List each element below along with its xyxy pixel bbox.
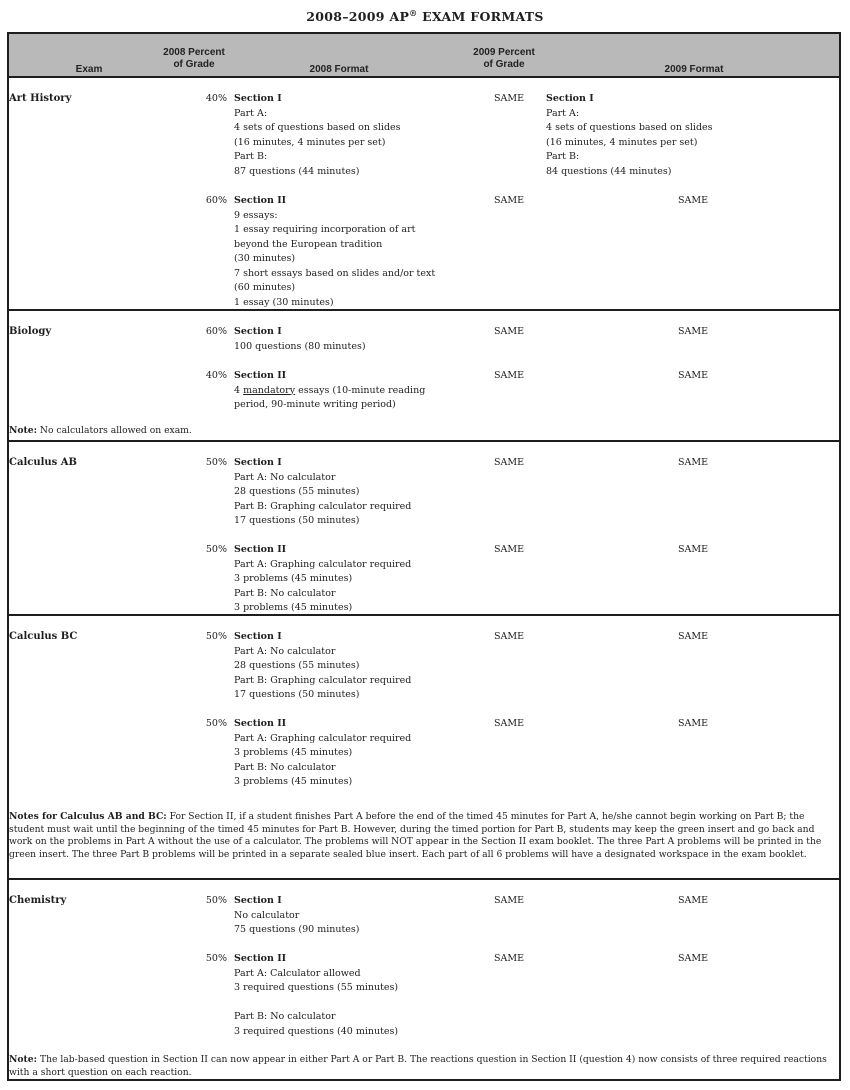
header-2008-format: 2008 Format [309,64,369,75]
format-2008: Section II Part A: Graphing calculator required 3 problems (45 minutes) Part B: No calculator 3 problems (45 minutes) [234,718,412,787]
percent-2008: 50% [205,718,227,729]
percent-2009: SAME [493,457,525,468]
exam-name: Calculus AB [9,457,77,468]
format-2009: SAME [677,326,709,337]
format-2009: SAME [677,895,709,906]
percent-2009: SAME [493,195,525,206]
percent-2008: 50% [205,544,227,555]
table-header [9,34,839,78]
format-2008: Section II Part A: Calculator allowed 3 required questions (55 minutes) Part B: No calculator 3 required questions (40 minutes) [234,953,399,1037]
percent-2008: 50% [205,953,227,964]
header-exam: Exam [75,64,103,75]
percent-2009: SAME [493,718,525,729]
page-title: 2008–2009 AP® EXAM FORMATS [306,8,544,25]
format-2008: Section II 9 essays: 1 essay requiring incorporation of art beyond the European tradition (30 minutes) 7 short essays based on slides and/or text (60 minutes) 1 essay (30 minutes) [234,195,436,308]
percent-2009: SAME [493,93,525,104]
percent-2008: 60% [205,326,227,337]
chemistry-note: Note: The lab-based question in Section II can now appear in either Part A or Part B. The reactions question in Section II (question 4) now consists of three required reactions with a short question on each reaction. [9,1054,827,1078]
percent-2009: SAME [493,895,525,906]
format-2009: SAME [677,457,709,468]
format-2008: Section I Part A: 4 sets of questions based on slides (16 minutes, 4 minutes per set) Part B: 87 questions (44 minutes) [234,93,401,177]
format-2009: SAME [677,370,709,381]
format-2008: Section I Part A: No calculator 28 questions (55 minutes) Part B: Graphing calculator required 17 questions (50 minutes) [234,457,412,526]
exam-name: Biology [9,326,52,337]
biology-note: Note: No calculators allowed on exam. [9,425,192,436]
percent-2009: SAME [493,544,525,555]
exam-name: Calculus BC [9,631,78,642]
percent-2008: 50% [205,895,227,906]
header-2009-format: 2009 Format [664,64,724,75]
format-2009: SAME [677,195,709,206]
header-2008-percent: 2008 Percent of Grade [163,47,225,70]
format-2009: SAME [677,544,709,555]
row-art-history [9,78,839,311]
format-2009: SAME [677,718,709,729]
row-chemistry [9,880,839,1081]
format-2008: Section I No calculator 75 questions (90 minutes) [234,895,360,935]
row-calculus-bc [9,616,839,880]
row-biology [9,311,839,442]
percent-2009: SAME [493,953,525,964]
percent-2009: SAME [493,631,525,642]
percent-2008: 60% [205,195,227,206]
format-2009: SAME [677,953,709,964]
percent-2008: 50% [205,631,227,642]
percent-2008: 50% [205,457,227,468]
format-2008: Section II 4 mandatory essays (10-minute reading period, 90-minute writing period) [234,370,426,410]
format-2009: SAME [677,631,709,642]
calculus-note: Notes for Calculus AB and BC: For Section II, if a student finishes Part A before the end of the timed 45 minutes for Part A, he/she cannot begin working on Part B; the student must wait until the beginning of the timed 45 minutes for Part B. However, during the timed portion for Part B, students may keep the green insert and go back and work on the problems in Part A without the use of a calculator. The problems will NOT appear in the Section II exam booklet. The three Part A problems will be printed in the green insert. The three Part B problems will be printed in a separate sealed blue insert. Each part of all 6 problems will have a designated workspace in the exam booklet. [9,811,822,860]
row-calculus-ab [9,442,839,616]
format-2009: Section I Part A: 4 sets of questions based on slides (16 minutes, 4 minutes per set) Part B: 84 questions (44 minutes) [546,93,713,177]
format-2008: Section I 100 questions (80 minutes) [234,326,366,352]
percent-2009: SAME [493,370,525,381]
exam-format-table [7,32,841,1081]
header-2009-percent: 2009 Percent of Grade [473,47,535,70]
format-2008: Section II Part A: Graphing calculator required 3 problems (45 minutes) Part B: No calculator 3 problems (45 minutes) [234,544,412,613]
exam-name: Chemistry [9,895,67,906]
percent-2008: 40% [205,93,227,104]
format-2008: Section I Part A: No calculator 28 questions (55 minutes) Part B: Graphing calculator required 17 questions (50 minutes) [234,631,412,700]
percent-2009: SAME [493,326,525,337]
percent-2008: 40% [205,370,227,381]
exam-name: Art History [9,93,72,104]
